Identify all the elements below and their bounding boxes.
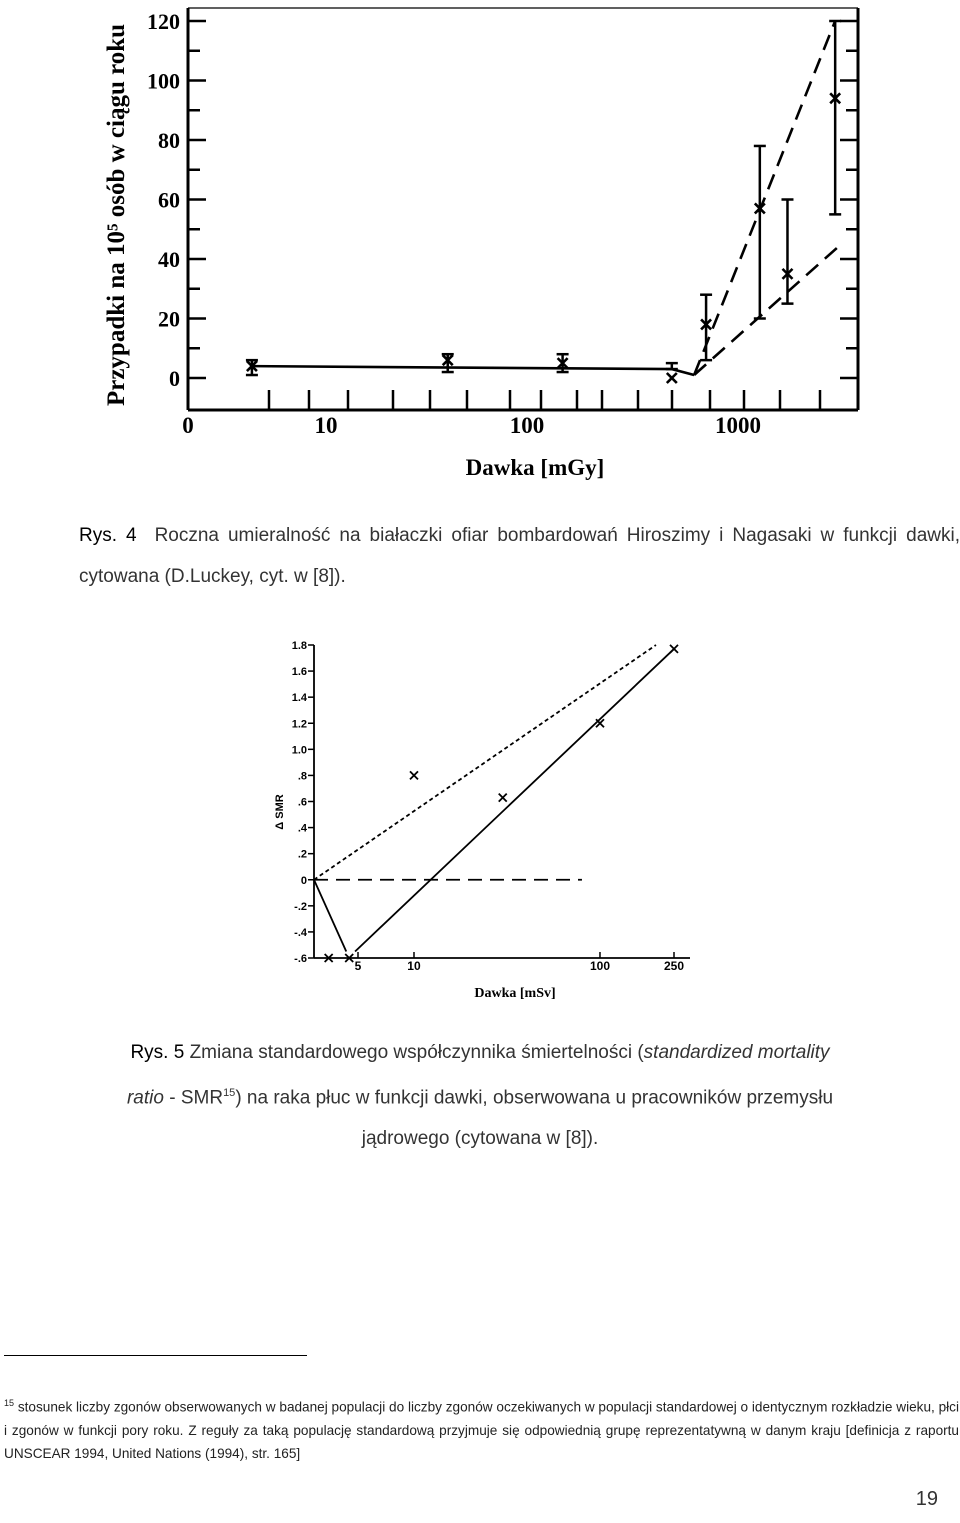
fig4-trend-line-dashed bbox=[694, 21, 835, 375]
fig5-y-tick-label: 1.6 bbox=[291, 666, 307, 679]
figure-5-caption-text-1: Zmiana standardowego współczynnika śmiertelności ( bbox=[189, 1042, 644, 1063]
fig5-trend-line-solid bbox=[314, 880, 346, 952]
fig4-y-axis-label: Przypadki na 10⁵ osób w ciągu roku bbox=[103, 23, 130, 407]
figure-5-chart bbox=[0, 630, 960, 1010]
fig5-x-tick-label: 5 bbox=[354, 959, 362, 973]
fig4-data-point bbox=[829, 21, 841, 214]
fig5-x-tick-label: 10 bbox=[407, 959, 421, 973]
fig5-trend-lines bbox=[314, 645, 674, 951]
fig5-y-axis-ticks bbox=[292, 640, 314, 965]
fig5-y-tick-label: -.4 bbox=[294, 926, 307, 939]
fig5-y-tick-label: .2 bbox=[297, 848, 307, 861]
figure-5-footnote-ref: 15 bbox=[223, 1087, 236, 1099]
figure-5-label: Rys. 5 bbox=[130, 1042, 185, 1063]
fig5-y-tick-label: .8 bbox=[297, 770, 307, 783]
fig4-x-axis-ticks bbox=[182, 390, 820, 438]
fig5-x-axis-ticks bbox=[355, 952, 685, 973]
figure-5-caption-italic: standardized mortality ratio bbox=[126, 1042, 830, 1109]
fig4-x-tick-label: 10 bbox=[314, 413, 338, 438]
fig5-y-tick-label: 1.0 bbox=[291, 744, 307, 757]
figure-4-label: Rys. 4 bbox=[79, 525, 137, 546]
fig5-y-tick-label: -.2 bbox=[294, 900, 307, 913]
page-number: 19 bbox=[915, 1488, 938, 1510]
fig5-y-tick-label: -.6 bbox=[294, 953, 307, 965]
footnote-marker: 15 bbox=[4, 1398, 15, 1408]
fig5-point-marker bbox=[596, 719, 604, 727]
fig5-axes bbox=[314, 645, 690, 958]
figure-5-caption bbox=[120, 1032, 840, 1159]
fig4-y-tick-label: 40 bbox=[158, 247, 180, 272]
footnote bbox=[4, 1392, 959, 1465]
fig4-data-point bbox=[700, 295, 712, 360]
fig4-data-point bbox=[246, 360, 258, 375]
fig4-y-axis-ticks bbox=[147, 9, 858, 391]
footnote-separator bbox=[4, 1355, 307, 1356]
figure-5-caption-text-3: ) na raka płuc w funkcji dawki, obserwowana u pracowników przemysłu jądrowego (cytowana w [8]). bbox=[235, 1087, 834, 1150]
fig4-trend-line-dashed bbox=[694, 244, 841, 375]
fig5-data-points bbox=[325, 645, 678, 962]
figure-5-caption-text-2: - SMR bbox=[169, 1087, 224, 1109]
figure-4-caption-text: Roczna umieralność na białaczki ofiar bombardowań Hiroszimy i Nagasaki w funkcji dawki, cytowana (D.Luckey, cyt. w [8]). bbox=[79, 525, 960, 587]
fig5-point-marker bbox=[499, 794, 507, 802]
fig5-trend-line-dotted bbox=[314, 645, 656, 880]
fig5-trend-line-solid bbox=[355, 649, 674, 952]
fig5-x-axis-label: Dawka [mSv] bbox=[474, 986, 556, 1001]
fig5-y-tick-label: .4 bbox=[297, 822, 307, 835]
fig4-x-tick-label: 0 bbox=[182, 413, 194, 438]
fig5-y-tick-label: 1.8 bbox=[291, 640, 307, 652]
fig4-y-tick-label: 100 bbox=[147, 68, 180, 94]
fig4-data-point bbox=[442, 354, 454, 372]
fig5-point-marker bbox=[410, 771, 418, 779]
fig4-data-point bbox=[754, 146, 766, 319]
fig5-y-tick-label: .6 bbox=[297, 796, 307, 809]
fig5-x-tick-label: 250 bbox=[663, 959, 685, 973]
figure-4-caption bbox=[79, 515, 960, 597]
fig4-data-points bbox=[246, 21, 841, 383]
fig4-x-axis-label: Dawka [mGy] bbox=[465, 455, 605, 480]
fig5-y-tick-label: 0 bbox=[300, 874, 307, 887]
fig5-y-axis-label: Δ SMR bbox=[274, 794, 286, 830]
fig4-y-tick-label: 80 bbox=[158, 128, 180, 153]
fig4-point-marker bbox=[667, 373, 677, 383]
footnote-text: stosunek liczby zgonów obserwowanych w badanej populacji do liczby zgonów oczekiwanych w populacji standardowej o identycznym rozkładzie wieku, płci i zgonów w funkcji pory roku. Z reguły za taką populację standardową przyjmuje się odpowiednią grupę reprezentatywną w danym kraju [definicja z raportu UNSCEAR 1994, United Nations (1994), str. 165] bbox=[4, 1399, 959, 1461]
fig4-x-tick-label: 1000 bbox=[715, 413, 761, 438]
fig4-trend-lines bbox=[252, 21, 841, 375]
fig4-y-tick-label: 60 bbox=[158, 187, 180, 213]
fig4-data-point bbox=[666, 363, 678, 383]
fig5-point-marker bbox=[670, 645, 678, 653]
fig4-trend-line-solid bbox=[252, 366, 694, 375]
figure-4-chart bbox=[0, 0, 960, 500]
fig5-y-tick-label: 1.2 bbox=[291, 718, 307, 731]
fig4-x-tick-label: 100 bbox=[509, 413, 545, 438]
fig5-y-tick-label: 1.4 bbox=[291, 692, 307, 705]
fig4-y-tick-label: 0 bbox=[169, 366, 180, 391]
fig5-x-tick-label: 100 bbox=[589, 959, 611, 973]
fig4-y-tick-label: 120 bbox=[147, 9, 180, 34]
fig4-y-tick-label: 20 bbox=[158, 306, 180, 332]
